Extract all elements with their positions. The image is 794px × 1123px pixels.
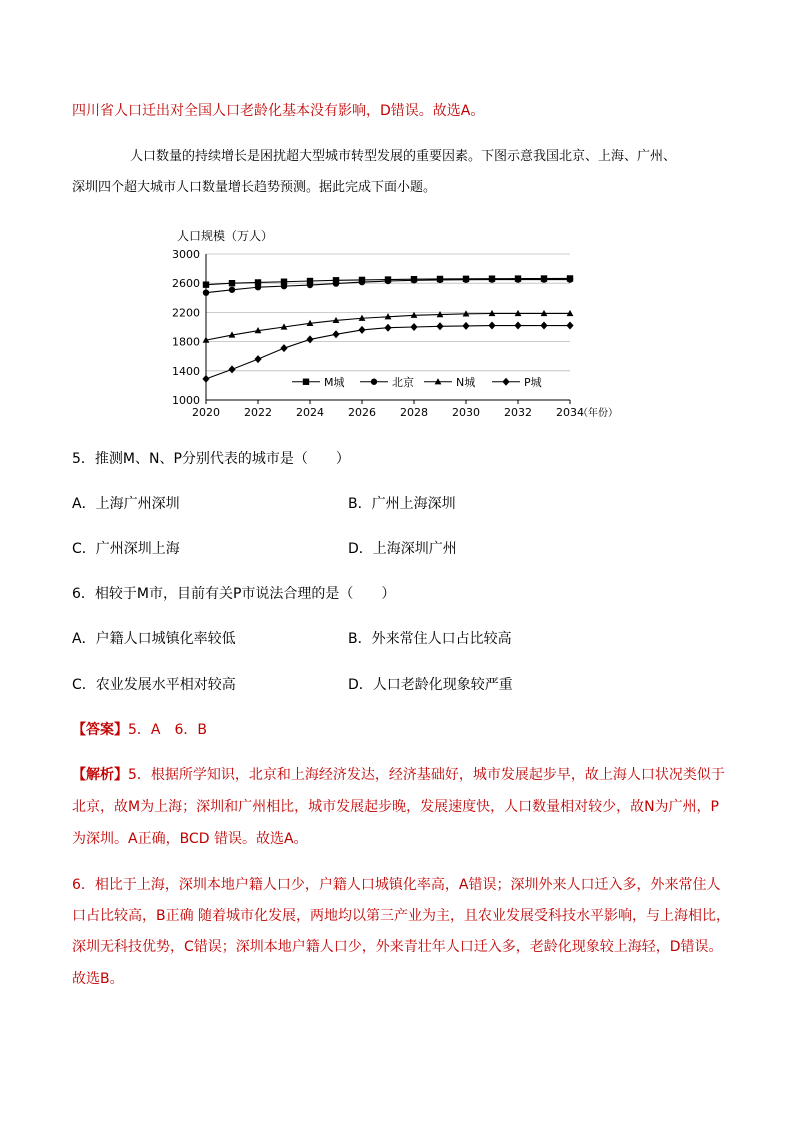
analysis-line-2: 北京，故M为上海；深圳和广州相比，城市发展起步晚，发展速度快，人口数量相对较少，故N为广州，P [72, 799, 719, 815]
q6-option-c[interactable]: C．农业发展水平相对较高 [72, 677, 236, 693]
legend-marker [502, 378, 509, 386]
data-point [540, 322, 547, 330]
x-axis-label: （年份） [578, 408, 618, 419]
x-tick-label: 2034 [556, 406, 584, 419]
data-point [280, 344, 287, 352]
legend-label: P城 [524, 375, 542, 389]
data-point [489, 276, 495, 282]
y-tick-label: 1800 [172, 335, 200, 349]
analysis-q6-line-2: 口占比较高，B正确 随着城市化发展，两地均以第三产业为主，且农业发展受科技水平影响，与上海相比， [72, 908, 731, 924]
data-point [281, 283, 287, 289]
analysis-q6-line-3: 深圳无科技优势，C错误；深圳本地户籍人口少，外来青壮年人口迁入多，老龄化现象较上海轻，D错误。 [72, 939, 723, 955]
q6-option-b[interactable]: B．外来常住人口占比较高 [348, 631, 512, 647]
data-point [384, 324, 391, 332]
data-point [566, 322, 573, 330]
y-axis-label: 人口规模（万人） [177, 229, 274, 243]
previous-answer-conclusion: 四川省人口迁出对全国人口老龄化基本没有影响，D错误。故选A。 [72, 103, 485, 119]
analysis-line-1 [72, 765, 725, 785]
legend-label: N城 [456, 375, 476, 389]
q5-option-b[interactable]: B．广州上海深圳 [348, 496, 456, 512]
legend-label: 北京 [392, 375, 414, 389]
x-tick-label: 2024 [296, 406, 324, 419]
data-point [332, 330, 339, 338]
analysis-text-1: 5．根据所学知识，北京和上海经济发达，经济基础好，城市发展起步早，故上海人口状况类似于 [128, 767, 725, 783]
answer-text: 5．A 6．B [128, 722, 207, 738]
data-point [306, 335, 313, 343]
data-point [436, 322, 443, 330]
q5-option-c[interactable]: C．广州深圳上海 [72, 541, 180, 557]
y-tick-label: 1000 [172, 394, 200, 407]
legend-marker [303, 379, 309, 385]
data-point [411, 277, 417, 283]
data-point [333, 280, 339, 286]
y-tick-label: 2200 [172, 306, 200, 320]
data-point [228, 365, 235, 373]
data-point [229, 287, 235, 293]
q5-option-d[interactable]: D．上海深圳广州 [348, 541, 457, 557]
q5-option-a[interactable]: A．上海广州深圳 [72, 496, 180, 512]
x-tick-label: 2032 [504, 406, 532, 419]
data-point [567, 276, 573, 282]
data-point [515, 276, 521, 282]
data-point [541, 276, 547, 282]
data-point [358, 326, 365, 334]
data-point [254, 355, 261, 363]
analysis-tag: 【解析】 [72, 767, 128, 783]
answer-line [72, 720, 207, 740]
data-point [462, 322, 469, 330]
data-point [203, 281, 209, 287]
data-point [359, 279, 365, 285]
analysis-line-3: 为深圳。A正确，BCD 错误。故选A。 [72, 831, 308, 847]
population-trend-chart [160, 222, 630, 422]
data-point [307, 282, 313, 288]
data-point [203, 289, 209, 295]
data-point [514, 322, 521, 330]
data-point [463, 276, 469, 282]
data-point [229, 280, 235, 286]
x-tick-label: 2020 [192, 406, 220, 419]
intro-line-2: 深圳四个超大城市人口数量增长趋势预测。据此完成下面小题。 [72, 180, 437, 195]
data-point [255, 284, 261, 290]
answer-tag: 【答案】 [72, 722, 128, 738]
legend-label: M城 [324, 375, 345, 389]
y-tick-label: 1400 [172, 364, 200, 378]
question-6-stem: 6．相较于M市，目前有关P市说法合理的是（ ） [72, 586, 396, 602]
data-point [437, 277, 443, 283]
q6-option-d[interactable]: D．人口老龄化现象较严重 [348, 677, 513, 693]
analysis-q6-line-4: 故选B。 [72, 971, 124, 987]
data-point [202, 375, 209, 383]
legend-marker [371, 379, 377, 385]
x-tick-label: 2030 [452, 406, 480, 419]
y-tick-label: 2600 [172, 277, 200, 291]
q6-option-a[interactable]: A．户籍人口城镇化率较低 [72, 631, 236, 647]
x-tick-label: 2028 [400, 406, 428, 419]
intro-line-1: 人口数量的持续增长是困扰超大型城市转型发展的重要因素。下图示意我国北京、上海、广州、 [130, 149, 677, 164]
question-5-stem: 5．推测M、N、P分别代表的城市是（ ） [72, 451, 350, 467]
data-point [488, 322, 495, 330]
analysis-q6-line-1: 6．相比于上海，深圳本地户籍人口少，户籍人口城镇化率高，A错误；深圳外来人口迁入多，外来常住人 [72, 877, 721, 893]
x-tick-label: 2022 [244, 406, 272, 419]
data-point [385, 278, 391, 284]
data-point [410, 323, 417, 331]
y-tick-label: 3000 [172, 248, 200, 261]
x-tick-label: 2026 [348, 406, 376, 419]
